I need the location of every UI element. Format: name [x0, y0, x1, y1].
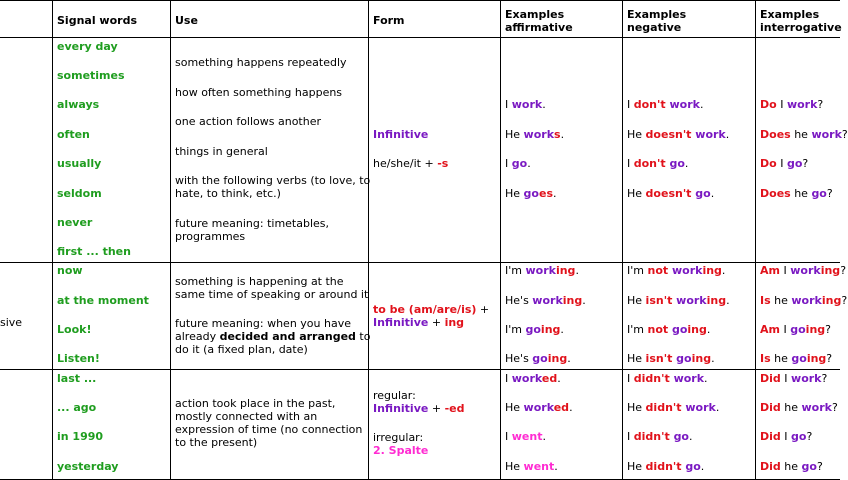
example-verb: go: [786, 157, 803, 170]
example-ending: ing: [702, 264, 722, 277]
use-text: things in general: [175, 145, 268, 158]
example-subject: I: [627, 98, 634, 111]
example-aux: Is: [760, 352, 771, 365]
form-irregular: 2. Spalte: [373, 444, 429, 457]
example-interrogative: [760, 187, 833, 200]
example-affirmative: [505, 264, 579, 277]
use-text: expression of time (no connection: [175, 423, 363, 436]
example-subject: he: [770, 294, 792, 307]
example-punct: .: [725, 128, 730, 141]
example-affirmative: [505, 128, 564, 141]
example-subject: He: [627, 460, 646, 473]
example-punct: .: [542, 98, 546, 111]
example-aux: didn't: [633, 430, 674, 443]
example-verb: work: [695, 128, 726, 141]
use-text: to the present): [175, 436, 258, 449]
example-punct: ?: [816, 460, 823, 473]
example-punct: .: [684, 157, 689, 170]
form-regular: [373, 402, 464, 415]
example-verb: go: [511, 157, 528, 170]
example-verb: go: [695, 187, 711, 200]
example-punct: .: [527, 157, 531, 170]
example-verb: work: [673, 372, 705, 385]
example-subject: He: [505, 187, 524, 200]
signal-word: last ...: [57, 372, 97, 385]
form-infinitive: Infinitive: [373, 402, 429, 415]
example-punct: .: [711, 352, 715, 365]
example-verb: work: [511, 98, 543, 111]
example-ending: ing: [820, 264, 841, 277]
example-subject: He: [505, 460, 524, 473]
example-aux: not: [647, 323, 672, 336]
signal-word: Look!: [57, 323, 92, 336]
example-verb: go: [685, 460, 701, 473]
column-divider: [170, 0, 171, 480]
example-verb: work: [523, 401, 554, 414]
use-text: same time of speaking or around it: [175, 288, 369, 301]
example-punct: .: [704, 372, 708, 385]
example-aux: didn't: [633, 372, 674, 385]
example-aux: Do: [760, 157, 777, 170]
form-infinitive: Infinitive: [373, 128, 429, 141]
header-signal-words: Signal words: [57, 14, 137, 27]
use-text-part: to: [355, 330, 371, 343]
header-int-1: Examples: [760, 8, 820, 21]
example-interrogative: [760, 128, 848, 141]
example-punct: ?: [802, 157, 809, 170]
example-punct: .: [715, 401, 720, 414]
example-verb: go: [791, 430, 807, 443]
example-ending: ing: [691, 352, 712, 365]
form-infinitive: Infinitive: [373, 316, 429, 329]
example-subject: I'm: [505, 323, 526, 336]
example-verb: go: [532, 352, 548, 365]
form-irregular-label: irregular:: [373, 431, 424, 444]
use-text: future meaning: when you have: [175, 317, 351, 330]
example-verb: work: [790, 264, 821, 277]
row-divider: [0, 37, 840, 38]
example-subject: he: [790, 187, 812, 200]
signal-word: first ... then: [57, 245, 131, 258]
example-punct: .: [569, 401, 573, 414]
example-interrogative: [760, 401, 838, 414]
example-subject: I'm: [627, 264, 648, 277]
example-aux: Do: [760, 98, 777, 111]
use-text: do it (a fixed plan, date): [175, 343, 308, 356]
example-subject: he: [780, 401, 802, 414]
example-punct: ?: [840, 264, 847, 277]
use-text: how often something happens: [175, 86, 343, 99]
form-infinitive-ing: [373, 316, 464, 329]
example-verb: go: [801, 460, 817, 473]
signal-word: seldom: [57, 187, 102, 200]
example-negative: [627, 460, 704, 473]
example-interrogative: [760, 460, 823, 473]
example-interrogative: [760, 264, 846, 277]
example-interrogative: [760, 430, 812, 443]
row-divider: [0, 0, 840, 1]
row-divider: [0, 262, 840, 263]
column-divider: [755, 0, 756, 480]
example-subject: I: [505, 430, 512, 443]
column-divider: [368, 0, 369, 480]
signal-word: never: [57, 216, 93, 229]
example-verb: work: [669, 98, 700, 111]
example-subject: I: [779, 323, 791, 336]
use-text: something is happening at the: [175, 275, 344, 288]
example-subject: I: [776, 157, 787, 170]
example-verb: go: [525, 323, 541, 336]
example-verb: work: [676, 294, 707, 307]
column-divider: [622, 0, 623, 480]
example-affirmative: [505, 98, 546, 111]
example-aux: Am: [760, 264, 780, 277]
use-text: something happens repeatedly: [175, 56, 347, 69]
example-affirmative: [505, 323, 564, 336]
example-punct: .: [553, 187, 557, 200]
example-ending: ing: [821, 294, 842, 307]
example-subject: I: [627, 430, 634, 443]
signal-word: in 1990: [57, 430, 104, 443]
example-subject: He: [505, 401, 524, 414]
example-verb: work: [523, 128, 555, 141]
example-aux: Is: [760, 294, 771, 307]
example-punct: .: [699, 98, 704, 111]
example-ending: ing: [806, 352, 827, 365]
example-punct: .: [706, 323, 711, 336]
signal-word: usually: [57, 157, 102, 170]
column-divider: [500, 0, 501, 480]
example-ending: ed: [541, 372, 558, 385]
example-punct: .: [700, 460, 705, 473]
example-aux: doesn't: [645, 187, 696, 200]
example-punct: .: [582, 294, 586, 307]
example-verb: go: [523, 187, 539, 200]
use-text: future meaning: timetables,: [175, 217, 330, 230]
example-verb: work: [801, 401, 832, 414]
example-negative: [627, 352, 715, 365]
example-affirmative: [505, 294, 586, 307]
example-verb: went: [523, 460, 555, 473]
example-ending: ing: [555, 264, 576, 277]
signal-word: yesterday: [57, 460, 119, 473]
example-verb: work: [525, 264, 556, 277]
form-plus: +: [428, 316, 445, 329]
example-punct: .: [560, 323, 564, 336]
example-aux: didn't: [645, 401, 686, 414]
use-text: hate, to think, etc.): [175, 187, 281, 200]
example-aux: isn't: [645, 294, 677, 307]
signal-word: now: [57, 264, 83, 277]
example-subject: he: [770, 352, 792, 365]
example-punct: ?: [821, 372, 828, 385]
row-divider: [0, 369, 840, 370]
example-aux: Did: [760, 460, 781, 473]
example-punct: ?: [841, 128, 848, 141]
example-subject: I: [776, 98, 787, 111]
example-ending: es: [538, 187, 553, 200]
example-ending: s: [554, 128, 561, 141]
example-negative: [627, 372, 708, 385]
example-aux: Did: [760, 401, 781, 414]
example-subject: I: [627, 157, 634, 170]
form-suffix: -s: [437, 157, 449, 170]
example-negative: [627, 323, 710, 336]
example-punct: .: [542, 430, 546, 443]
header-use: Use: [175, 14, 198, 27]
example-subject: I: [780, 430, 792, 443]
use-text: programmes: [175, 230, 246, 243]
example-negative: [627, 264, 725, 277]
example-verb: work: [786, 98, 818, 111]
example-affirmative: [505, 401, 573, 414]
example-aux: Did: [760, 372, 781, 385]
example-verb: go: [676, 352, 692, 365]
example-punct: ?: [841, 294, 848, 307]
signal-word: often: [57, 128, 90, 141]
example-negative: [627, 401, 719, 414]
signal-word: Listen!: [57, 352, 100, 365]
example-aux: doesn't: [645, 128, 696, 141]
example-aux: not: [647, 264, 672, 277]
example-verb: go: [673, 430, 689, 443]
column-divider: [52, 0, 53, 480]
example-aux: Am: [760, 323, 780, 336]
example-punct: .: [560, 128, 565, 141]
example-punct: .: [575, 264, 579, 277]
example-punct: .: [721, 264, 726, 277]
example-punct: ?: [831, 401, 838, 414]
example-verb: went: [511, 430, 543, 443]
header-neg-2: negative: [627, 21, 682, 34]
example-subject: I'm: [627, 323, 648, 336]
example-subject: He: [505, 128, 524, 141]
use-text: mostly connected with an: [175, 410, 318, 423]
example-interrogative: [760, 98, 823, 111]
example-aux: don't: [633, 98, 670, 111]
example-subject: I: [780, 372, 792, 385]
example-ending: ing: [562, 294, 583, 307]
form-suffix: ing: [444, 316, 465, 329]
signal-word: every day: [57, 40, 118, 53]
example-ending: ing: [687, 323, 707, 336]
example-ending: ing: [540, 323, 561, 336]
example-subject: I: [779, 264, 791, 277]
example-subject: I: [627, 372, 634, 385]
example-subject: He: [627, 128, 646, 141]
example-affirmative: [505, 430, 546, 443]
example-negative: [627, 294, 730, 307]
example-subject: I: [505, 157, 512, 170]
example-negative: [627, 98, 703, 111]
example-affirmative: [505, 352, 571, 365]
example-punct: ?: [826, 187, 833, 200]
example-subject: I: [505, 372, 512, 385]
example-ending: ed: [553, 401, 570, 414]
example-subject: He: [627, 401, 646, 414]
example-aux: isn't: [645, 352, 677, 365]
example-verb: go: [811, 187, 827, 200]
signal-word: sometimes: [57, 69, 125, 82]
signal-word: always: [57, 98, 100, 111]
example-punct: ?: [826, 352, 833, 365]
tense-label: sive: [0, 316, 23, 329]
example-subject: he: [780, 460, 802, 473]
example-interrogative: [760, 294, 847, 307]
example-subject: He's: [505, 294, 533, 307]
example-aux: don't: [633, 157, 670, 170]
use-text: with the following verbs (to love, to: [175, 174, 371, 187]
example-negative: [627, 128, 729, 141]
example-punct: ?: [806, 430, 813, 443]
example-subject: he: [790, 128, 812, 141]
example-verb: work: [811, 128, 842, 141]
signal-word: ... ago: [57, 401, 97, 414]
example-punct: .: [554, 460, 558, 473]
example-punct: .: [689, 430, 693, 443]
example-verb: go: [669, 157, 685, 170]
use-text-part: already: [175, 330, 220, 343]
example-verb: work: [791, 372, 822, 385]
example-subject: He's: [505, 352, 533, 365]
header-aff-1: Examples: [505, 8, 565, 21]
example-punct: .: [557, 372, 561, 385]
example-interrogative: [760, 323, 831, 336]
form-hesheit: [373, 157, 448, 170]
example-affirmative: [505, 372, 561, 385]
example-verb: go: [790, 323, 806, 336]
example-subject: He: [627, 187, 646, 200]
header-aff-2: affirmative: [505, 21, 573, 34]
form-tobe: [373, 303, 489, 316]
example-verb: work: [511, 372, 542, 385]
form-plus: +: [428, 402, 445, 415]
example-verb: go: [671, 323, 688, 336]
example-negative: [627, 157, 688, 170]
example-affirmative: [505, 187, 557, 200]
use-text: action took place in the past,: [175, 397, 336, 410]
example-interrogative: [760, 157, 808, 170]
example-punct: ?: [817, 98, 824, 111]
form-aux: to be (am/are/is): [373, 303, 477, 316]
form-suffix: -ed: [444, 402, 465, 415]
example-subject: I: [505, 98, 512, 111]
example-aux: Did: [760, 430, 781, 443]
header-neg-1: Examples: [627, 8, 687, 21]
example-punct: .: [726, 294, 730, 307]
example-punct: .: [567, 352, 571, 365]
use-text: [175, 330, 370, 343]
example-interrogative: [760, 372, 827, 385]
example-verb: work: [671, 264, 703, 277]
example-punct: .: [710, 187, 715, 200]
example-affirmative: [505, 460, 558, 473]
example-aux: Does: [760, 128, 791, 141]
example-verb: work: [791, 294, 822, 307]
example-affirmative: [505, 157, 531, 170]
example-aux: Does: [760, 187, 791, 200]
example-subject: He: [627, 294, 646, 307]
example-negative: [627, 430, 693, 443]
example-aux: didn't: [645, 460, 686, 473]
example-subject: He: [627, 352, 646, 365]
form-text: he/she/it +: [373, 157, 438, 170]
example-ending: ing: [547, 352, 568, 365]
header-form: Form: [373, 14, 405, 27]
signal-word: at the moment: [57, 294, 149, 307]
example-ending: ing: [805, 323, 826, 336]
example-subject: I'm: [505, 264, 526, 277]
example-verb: go: [791, 352, 807, 365]
header-int-2: interrogative: [760, 21, 842, 34]
form-plus: +: [476, 303, 490, 316]
use-text-bold: decided and arranged: [219, 330, 356, 343]
example-ending: ing: [706, 294, 727, 307]
example-negative: [627, 187, 714, 200]
example-punct: ?: [825, 323, 831, 336]
example-verb: work: [532, 294, 563, 307]
form-regular-label: regular:: [373, 389, 416, 402]
example-verb: work: [685, 401, 716, 414]
use-text: one action follows another: [175, 115, 322, 128]
example-interrogative: [760, 352, 832, 365]
